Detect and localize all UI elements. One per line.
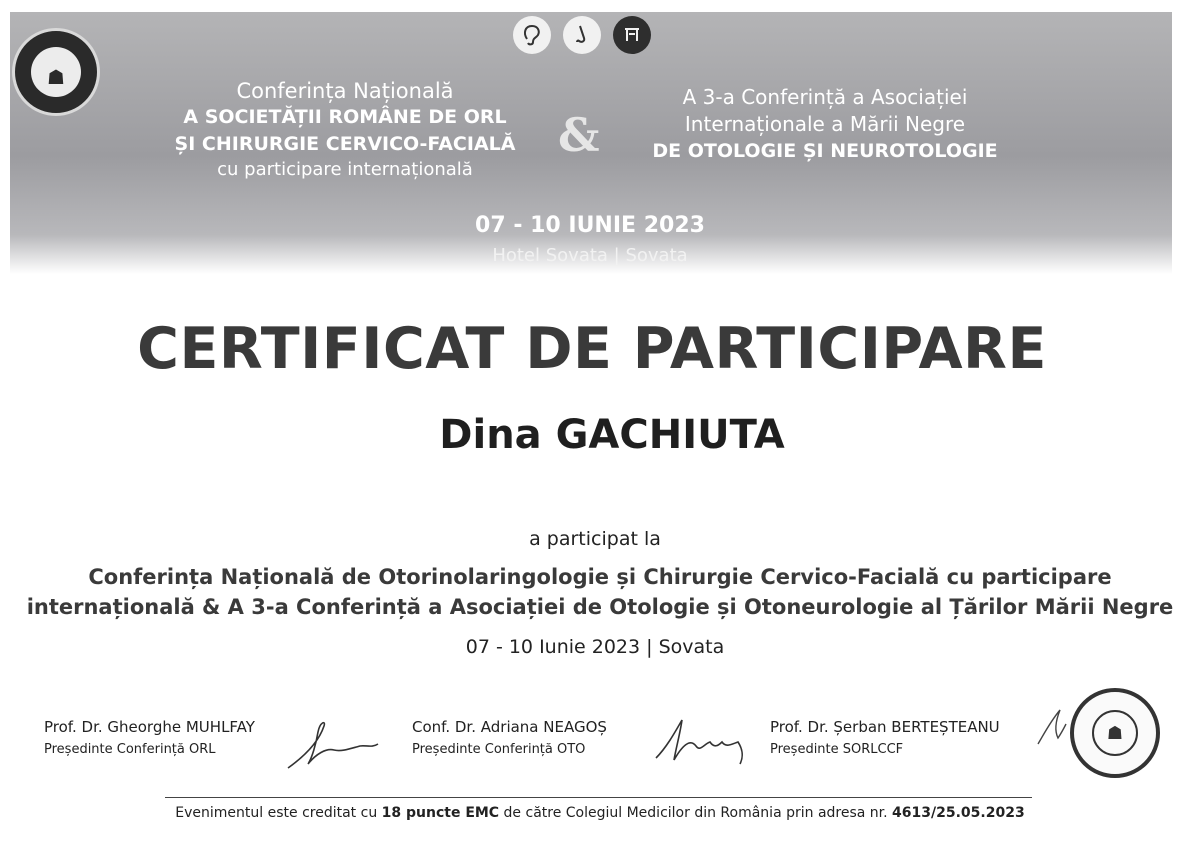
throat-icon <box>613 16 651 54</box>
signature-muhlfay <box>282 714 382 774</box>
event-title-line: internațională & A 3-a Conferință a Asociației de Otologie și Otoneurologie al Țărilor Mării Negre <box>26 595 1174 619</box>
signatory-name: Prof. Dr. Gheorghe MUHLFAY <box>44 718 255 736</box>
participant-name: Dina GACHIUTA <box>439 412 785 458</box>
footer-credits: 18 puncte EMC <box>381 805 500 821</box>
heading-line: Conferința Națională <box>236 79 454 103</box>
ampersand: & <box>558 108 600 162</box>
banner-date: 07 - 10 IUNIE 2023 <box>475 213 705 238</box>
signatory-bertesteanu <box>770 718 1000 757</box>
society-stamp <box>1070 688 1160 778</box>
signatory-name: Prof. Dr. Șerban BERTEȘTEANU <box>770 718 1000 736</box>
profile-head-icon: ☗ <box>47 65 65 89</box>
certificate-title: CERTIFICAT DE PARTICIPARE <box>137 316 1047 382</box>
specialty-icons <box>513 16 651 54</box>
society-logo-seal <box>12 28 100 116</box>
heading-line: Internaționale a Mării Negre <box>684 112 966 136</box>
profile-head-icon: ☗ <box>1106 723 1124 744</box>
footer-text: de către Colegiul Medicilor din România prin adresa nr. <box>499 805 893 821</box>
heading-line: DE OTOLOGIE ȘI NEUROTOLOGIE <box>652 140 998 162</box>
heading-line: cu participare internațională <box>217 159 473 180</box>
participated-text: a participat la <box>529 528 661 550</box>
accreditation-note <box>0 805 1200 821</box>
national-conference-heading <box>130 78 560 182</box>
footer-reference: 4613/25.05.2023 <box>892 805 1025 821</box>
signatory-muhlfay <box>44 718 255 757</box>
event-dates: 07 - 10 Iunie 2023 | Sovata <box>465 636 725 658</box>
footer-text: Evenimentul este creditat cu <box>175 805 382 821</box>
signature-bertesteanu <box>1030 702 1070 750</box>
signatory-role: Președinte SORLCCF <box>770 742 904 757</box>
divider <box>165 797 1032 798</box>
heading-line: ȘI CHIRURGIE CERVICO-FACIALĂ <box>174 133 516 155</box>
event-title-line: Conferința Națională de Otorinolaringologie și Chirurgie Cervico-Facială cu participare <box>88 565 1112 589</box>
signatory-name: Conf. Dr. Adriana NEAGOȘ <box>412 718 607 736</box>
nose-icon <box>563 16 601 54</box>
signatory-role: Președinte Conferință ORL <box>44 742 216 757</box>
banner-venue: Hotel Sovata | Sovata <box>492 245 688 266</box>
signatory-neagos <box>412 718 607 757</box>
black-sea-conference-heading <box>630 84 1020 165</box>
heading-line: A SOCIETĂȚII ROMÂNE DE ORL <box>183 106 507 128</box>
heading-line: A 3-a Conferință a Asociației <box>682 85 968 109</box>
event-title <box>0 562 1200 622</box>
ear-icon <box>513 16 551 54</box>
signatory-role: Președinte Conferință OTO <box>412 742 586 757</box>
signature-neagos <box>652 712 752 770</box>
